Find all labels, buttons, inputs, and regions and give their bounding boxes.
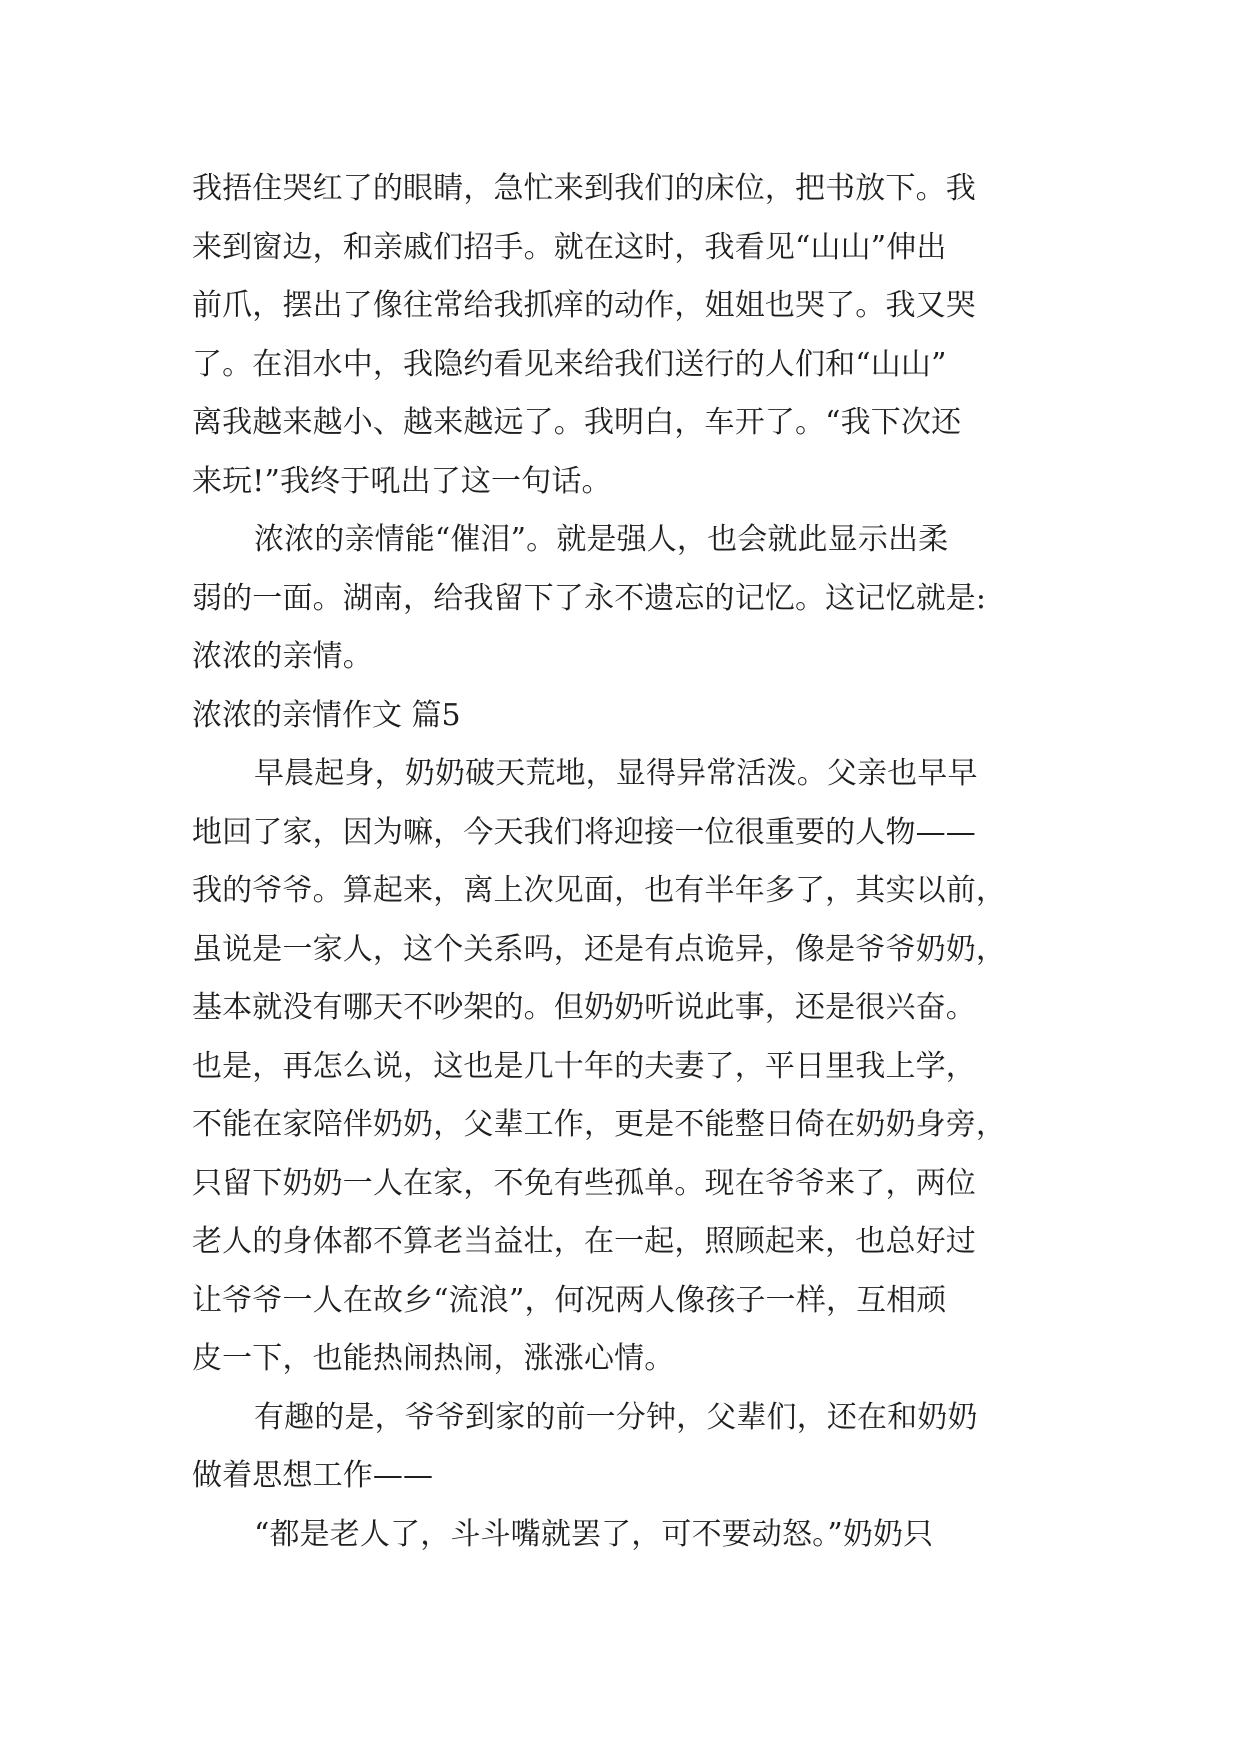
text-line: 离我越来越小、越来越远了。我明白，车开了。“我下次还 [192, 405, 962, 440]
text-line: 来玩!”我终于吼出了这一句话。 [192, 463, 612, 499]
text-line: 来到窗边，和亲戚们招手。就在这时，我看见“山山”伸出 [192, 229, 947, 265]
text-line: 也是，再怎么说，这也是几十年的夫妻了，平日里我上学， [192, 1048, 976, 1084]
paragraph-start-line: “都是老人了，斗斗嘴就罢了，可不要动怒。”奶奶只 [254, 1516, 934, 1552]
text-line: 前爪，摆出了像往常给我抓痒的动作，姐姐也哭了。我又哭 [192, 288, 976, 323]
paragraph-start-line: 早晨起身，奶奶破天荒地，显得异常活泼。父亲也早早 [254, 756, 978, 791]
text-line: 让爷爷一人在故乡“流浪”，何况两人像孩子一样，互相顽 [192, 1282, 947, 1318]
paragraph-start-line: 浓浓的亲情能“催泪”。就是强人，也会就此显示出柔 [254, 522, 949, 557]
text-line: 浓浓的亲情。 [192, 639, 373, 674]
text-line: 只留下奶奶一人在家，不免有些孤单。现在爷爷来了，两位 [192, 1165, 976, 1201]
text-line: 弱的一面。湖南，给我留下了永不遗忘的记忆。这记忆就是: [192, 580, 987, 616]
text-line: 不能在家陪伴奶奶，父辈工作，更是不能整日倚在奶奶身旁， [192, 1107, 1007, 1142]
text-line: 我捂住哭红了的眼睛，急忙来到我们的床位，把书放下。我 [192, 171, 976, 206]
text-line: 地回了家，因为嘛，今天我们将迎接一位很重要的人物—— [192, 814, 976, 850]
text-line: 虽说是一家人，这个关系吗，还是有点诡异，像是爷爷奶奶， [192, 931, 1007, 967]
section-heading: 浓浓的亲情作文 篇5 [192, 697, 461, 733]
text-line: 基本就没有哪天不吵架的。但奶奶听说此事，还是很兴奋。 [192, 990, 976, 1025]
text-line: 我的爷爷。算起来，离上次见面，也有半年多了，其实以前， [192, 873, 1007, 908]
body-text [192, 160, 1062, 1564]
text-line: 了。在泪水中，我隐约看见来给我们送行的人们和“山山” [192, 346, 947, 382]
text-line: 老人的身体都不算老当益壮，在一起，照顾起来，也总好过 [192, 1224, 976, 1259]
paragraph-start-line: 有趣的是，爷爷到家的前一分钟，父辈们，还在和奶奶 [254, 1399, 978, 1435]
text-line: 皮一下，也能热闹热闹，涨涨心情。 [192, 1341, 675, 1376]
text-line: 做着思想工作—— [192, 1458, 434, 1493]
